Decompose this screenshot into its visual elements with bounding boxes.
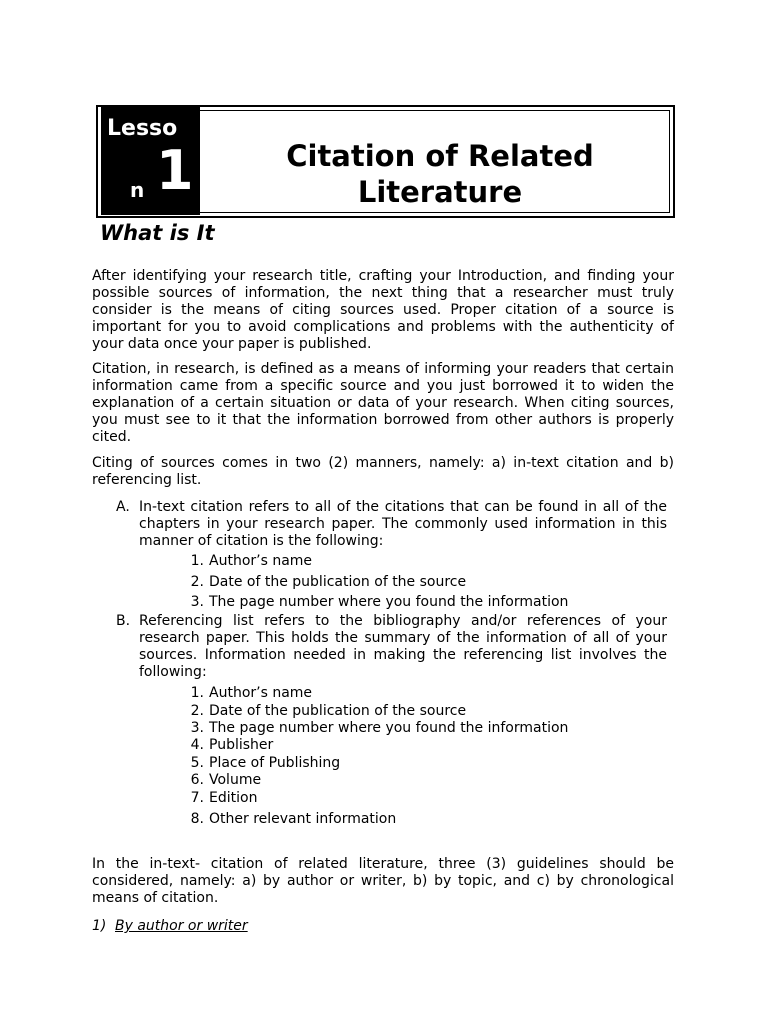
lesson-number: 1 [156, 139, 194, 202]
lesson-number-block [101, 106, 200, 215]
list-a-marker: A. [116, 499, 130, 515]
list-b-item-number: 2. [190, 703, 204, 719]
list-a-item-text: The page number where you found the information [209, 594, 569, 610]
guideline-number: 1) [92, 918, 107, 934]
list-b-text: Referencing list refers to the bibliography and/or references of your research paper. This holds the summary of the information of all of your sources. Information needed in making the referencing list involves the following: [139, 613, 667, 680]
list-b-item-number: 8. [190, 811, 204, 827]
page-title-line-2: Literature [357, 175, 523, 209]
list-a-item-text: Author’s name [209, 553, 313, 569]
list-b-item-number: 3. [190, 720, 204, 736]
list-a-item-number: 2. [190, 574, 204, 590]
list-b-item-number: 1. [190, 685, 204, 701]
list-a-text: In-text citation refers to all of the citations that can be found in all of the chapters in your research paper. The commonly used information in this manner of citation is the following: [139, 499, 667, 549]
page-title [205, 138, 675, 210]
list-b-item-text: Publisher [209, 737, 274, 753]
list-b-item-text: Other relevant information [209, 811, 397, 827]
list-b-item-text: The page number where you found the information [209, 720, 569, 736]
list-b-marker: B. [116, 613, 131, 629]
paragraph-citation-definition: Citation, in research, is defined as a means of informing your readers that certain information came from a specific source and you just borrowed it to widen the explanation of a certain situation or data of your research. When citing sources, you must see to it that the information borrowed from other authors is properly cited. [92, 361, 674, 445]
paragraph-citation-manners: Citing of sources comes in two (2) manners, namely: a) in-text citation and b) referencing list. [92, 455, 674, 488]
list-b-item-text: Author’s name [209, 685, 313, 701]
lesson-word: Lesso [107, 116, 178, 141]
page-title-line-1: Citation of Related [286, 139, 594, 173]
list-b-item-text: Edition [209, 790, 258, 806]
list-b-item-number: 7. [190, 790, 204, 806]
section-heading: What is It [100, 221, 215, 245]
guideline-heading: By author or writer [115, 918, 248, 934]
list-a-item-number: 3. [190, 594, 204, 610]
list-b-item-text: Date of the publication of the source [209, 703, 467, 719]
list-b-item-text: Place of Publishing [209, 755, 341, 771]
list-b-item-text: Volume [209, 772, 262, 788]
lesson-word-end: n [130, 178, 145, 202]
list-a-item-number: 1. [190, 553, 204, 569]
list-b-item-number: 6. [190, 772, 204, 788]
paragraph-intro: After identifying your research title, crafting your Introduction, and finding your possible sources of information, the next thing that a researcher must truly consider is the means of citing sources used. Proper citation of a source is important for you to avoid complications and problems with the authenticity of your data once your paper is published. [92, 268, 674, 352]
list-b-item-number: 4. [190, 737, 204, 753]
paragraph-guidelines: In the in-text- citation of related literature, three (3) guidelines should be considered, namely: a) by author or writer, b) by topic, and c) by chronological means of citation. [92, 856, 674, 906]
list-a-item-text: Date of the publication of the source [209, 574, 467, 590]
list-b-item-number: 5. [190, 755, 204, 771]
